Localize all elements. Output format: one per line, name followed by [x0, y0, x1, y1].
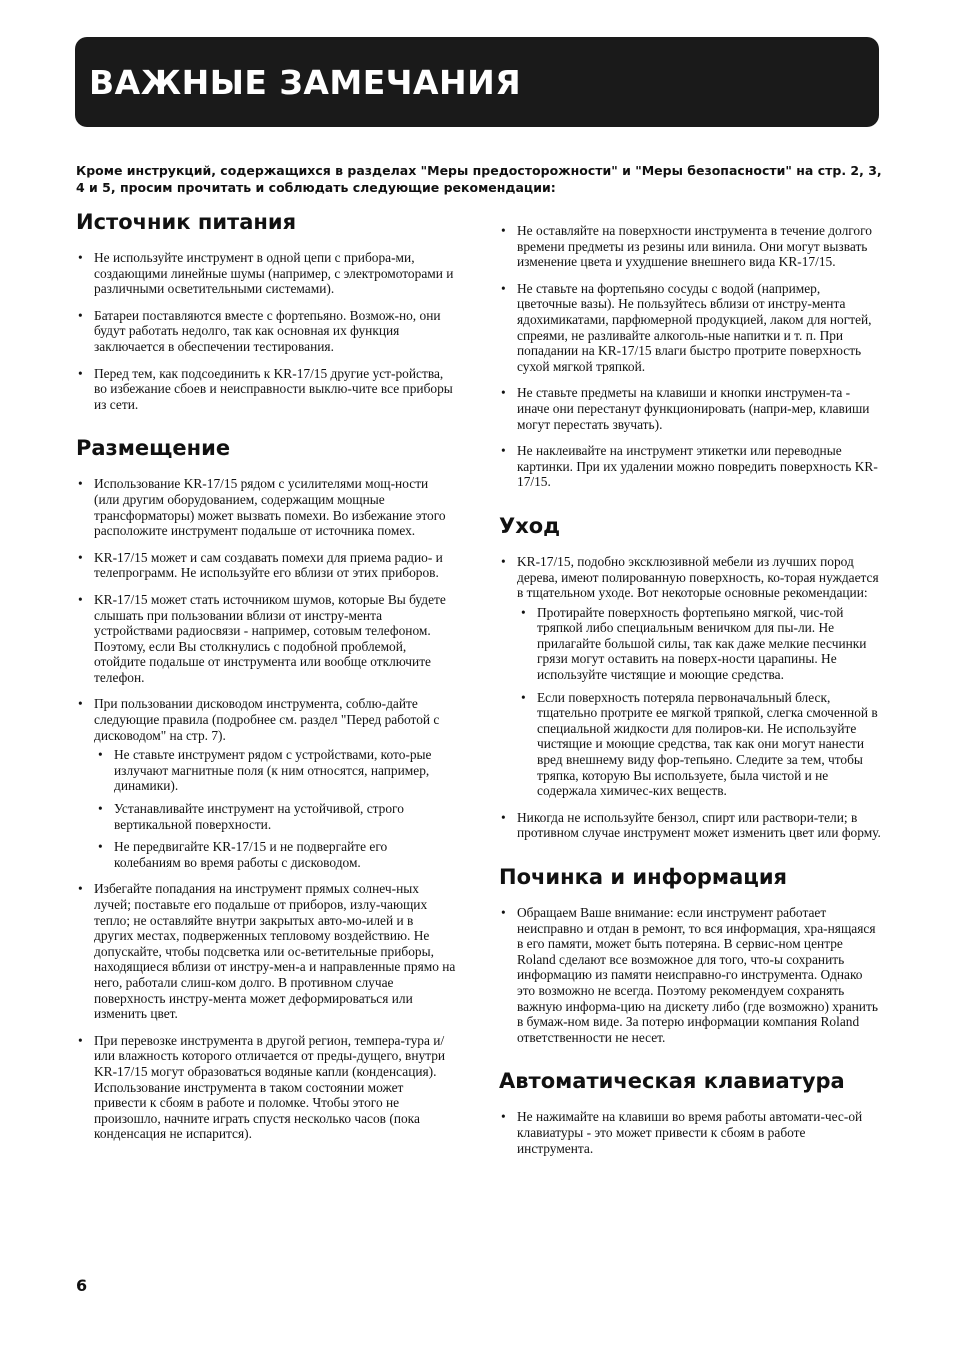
right-column: [499, 223, 881, 1178]
page-title: ВАЖНЫЕ ЗАМЕЧАНИЯ: [89, 63, 522, 102]
list-item: • Не оставляйте на поверхности инструмента в течение долгого времени предметы из резины или винила. Они могут вызвать изменение цвета и ухудшение внешнего вида KR-17/15.: [499, 223, 881, 270]
list-item: • Никогда не используйте бензол, спирт или раствори-тели; в противном случае инструмент может изменить цвет или форму.: [499, 810, 881, 841]
section-care: [499, 512, 881, 841]
sub-list-item: • Протирайте поверхность фортепьяно мягкой, чис-той тряпкой либо специальным веничком для пы-ли. Не прилагайте большой силы, так как даже мелкие песчинки грязи могут оставить на поверх-ности царапины. Не используйте чистящие и моющие средства.: [519, 605, 881, 683]
list-item: • Не нажимайте на клавиши во время работы автомати-чес-ой клавиатуры - это может привести к сбоям в работе инструмента.: [499, 1109, 881, 1156]
list-item: • Не ставьте предметы на клавиши и кнопки инструмен-та - иначе они перестанут функционировать (напри-мер, клавиши могут перестать звучать).: [499, 385, 881, 432]
list-item: • Не ставьте на фортепьяно сосуды с водой (например, цветочные вазы). Не пользуйтесь вблизи от инстру-мента ядохимикатами, парфюмерной продукцией, лаком для ногтей, спреями, не разливайте алкоголь-ные напитки и т. п. При попадании на KR-17/15 влаги быстро протрите поверхность сухой мягкой тряпкой.: [499, 281, 881, 375]
sub-list-item: • Устанавливайте инструмент на устойчивой, строго вертикальной поверхности.: [96, 801, 456, 832]
list-item: • Не используйте инструмент в одной цепи с прибора-ми, создающими линейные шумы (например, с электромоторами и различными осветительными системами).: [76, 250, 456, 297]
section-power: [76, 208, 456, 412]
section-title: Размещение: [76, 436, 231, 461]
sub-list-item: • Не ставьте инструмент рядом с устройствами, кото-рые излучают магнитные поля (к ним относятся, например, динамики).: [96, 747, 456, 794]
list-item: [76, 696, 456, 870]
list-item: • Перед тем, как подсоединить к KR-17/15 другие уст-ройства, во избежание сбоев и неисправности выклю-чите все приборы из сети.: [76, 366, 456, 413]
list-item: • Батареи поставляются вместе с фортепьяно. Возмож-но, они будут работать недолго, так как основная их функция заключается в обеспечении тестирования.: [76, 308, 456, 355]
sub-list-item: • Если поверхность потеряла первоначальный блеск, тщательно протрите ее мягкой тряпкой, слегка смоченной в специальной жидкости для полиров-ки. Не используйте чистящие и моющие средства, так как они могут нанести вред внешнему виду фор-тепьяно. Следите за тем, чтобы тряпка, которую Вы используете, была чистой и не содержала химичес-ких веществ.: [519, 690, 881, 799]
list-item: • Обращаем Ваше внимание: если инструмент работает неисправно и отдан в ремонт, то вся информация, хра-нящаяся в его памяти, может быть потеряна. В сервис-ном центре Roland сделают все возможное для того, что-ы сохранить информацию из памяти неисправно-го инструмента. Однако это возможно не всегда. Поэтому рекомендуем сохранять важную информа-цию на дискету либо (где возможно) хранить в бумаж-ном виде. За потерю информации компания Roland ответственности не несет.: [499, 905, 881, 1045]
section-auto-keyboard: [499, 1067, 881, 1156]
list-item: • Использование KR-17/15 рядом с усилителями мощ-ности (или другим оборудованием, содержащим мощные трансформаторы) может вызвать помехи. Во избежание этого расположите инструмент подальше от источника помех.: [76, 476, 456, 538]
list-item: [499, 554, 881, 799]
list-item: • При перевозке инструмента в другой регион, темпера-тура и/или влажность которого отличается от преды-дущего, внутри KR-17/15 могут образоваться водяные капли (конденсация). Использование инструмента в таком состоянии может привести к сбоям в работе и поломке. Чтобы этого не произошло, начните играть спустя несколько часов (пока конденсация не испарится).: [76, 1033, 456, 1142]
section-title: Уход: [499, 513, 561, 538]
page-number: 6: [76, 1276, 88, 1295]
list-item: • KR-17/15 может стать источником шумов, которые Вы будете слышать при пользовании вблизи от инстру-мента устройствами радиосвязи - например, сотовым телефоном. Поэтому, если Вы столкнулись с подобной проблемой, отойдите подальше от инструмента или вообще отключите телефон.: [76, 592, 456, 686]
title-banner: [75, 37, 879, 127]
list-item: • KR-17/15 может и сам создавать помехи для приема радио- и телепрограмм. Не используйте его вблизи от этих приборов.: [76, 550, 456, 581]
list-item: • Не наклеивайте на инструмент этикетки или переводные картинки. При их удалении можно повредить поверхность KR-17/15.: [499, 443, 881, 490]
list-item-text: KR-17/15, подобно эксклюзивной мебели из лучших пород дерева, имеют полированную поверхность, ко-торая нуждается в тщательном уходе. Вот некоторые основные рекомендации:: [517, 553, 879, 601]
section-repair: [499, 863, 881, 1045]
left-column: [76, 208, 456, 1164]
list-item: • Избегайте попадания на инструмент прямых солнеч-ных лучей; поставьте его подальше от приборов, излу-чающих тепло; не оставляйте внутри закрытых авто-мо-илей и в других местах, подверженных тепловому воздействию. Не допускайте, чтобы подсветка или ос-ветительные приборы, находящиеся вблизи от инстру-мен-а и направленные прямо на него, работали слиш-ком долго. В противном случае поверхность инстру-мента может деформироваться или изменить цвет.: [76, 881, 456, 1021]
section-title: Починка и информация: [499, 865, 788, 889]
sub-list: [519, 605, 881, 799]
sub-list: [96, 747, 456, 870]
list-item-text: При пользовании дисководом инструмента, соблю-дайте следующие правила (подробнее см. раздел "Перед работой с дисководом" на стр. 7).: [94, 696, 440, 743]
intro-text: Кроме инструкций, содержащихся в разделах "Меры предосторожности" и "Меры безопасности" на стр. 2, 3, 4 и 5, просим прочитать и соблюдать следующие рекомендации:: [76, 163, 882, 195]
section-placement: [76, 434, 456, 1142]
section-title: Автоматическая клавиатура: [499, 1069, 845, 1094]
sub-list-item: • Не передвигайте KR-17/15 и не подвергайте его колебаниям во время работы с дисководом.: [96, 839, 456, 870]
section-title: Источник питания: [76, 210, 297, 234]
section-placement-continued: [499, 223, 881, 490]
